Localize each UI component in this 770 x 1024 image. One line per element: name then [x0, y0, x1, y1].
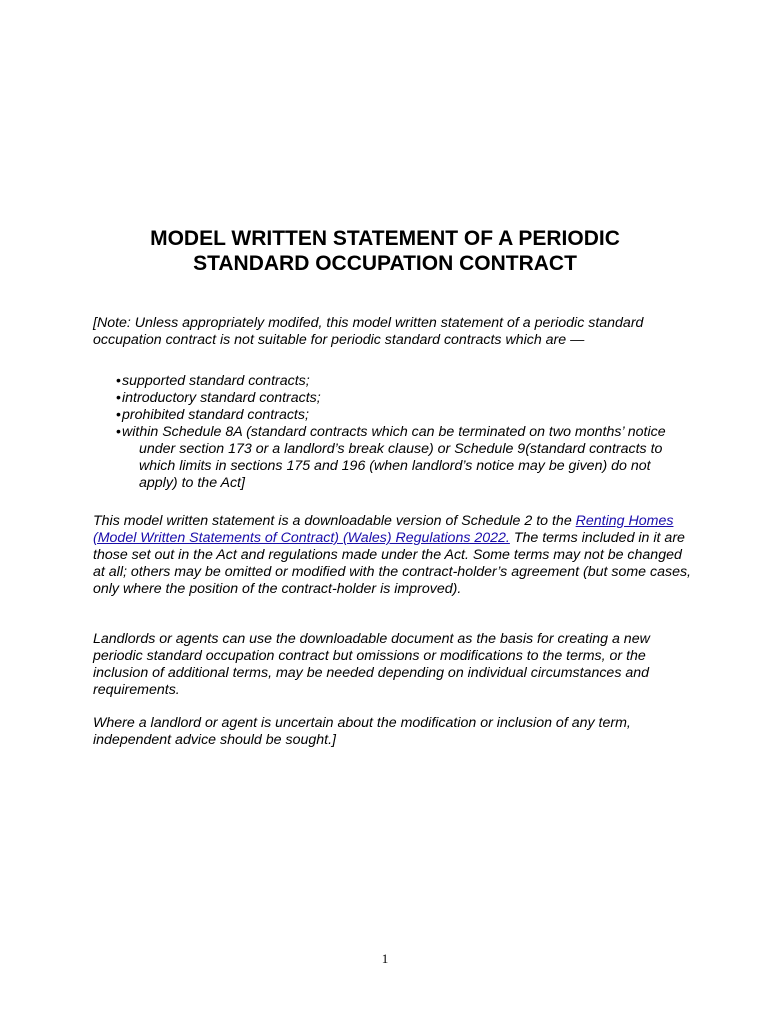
list-item-text: supported standard contracts; [122, 373, 310, 389]
paragraph-landlords: Landlords or agents can use the downloadable document as the basis for creating a new periodic standard occupation contract but omissions or modifications to the terms, or the inclusion of additional terms, may be needed depending on individual circumstances and requirements. [93, 631, 650, 698]
list-item-text: within Schedule 8A (standard contracts which can be terminated on two months’ notice under section 173 or a landlord’s break clause) or Schedule 9(standard contracts to which limits in sections 175 and 196 (when landlord’s notice may be given) do not apply) to the Act] [122, 424, 666, 491]
regulations-link[interactable]: Renting Homes (Model Written Statements of Contract) (Wales) Regulations 2022. [93, 513, 674, 546]
list-item-text: prohibited standard contracts; [122, 407, 309, 423]
page-number: 1 [381, 951, 389, 966]
paragraph-text: This model written statement is a downloadable version of Schedule 2 to the [93, 513, 576, 529]
title-line-1: MODEL WRITTEN STATEMENT OF A PERIODIC [150, 227, 620, 250]
excluded-contracts-list [116, 373, 686, 492]
page-title [80, 226, 690, 276]
bullet-icon: • [116, 407, 121, 423]
bullet-icon: • [116, 390, 121, 406]
bullet-icon: • [116, 424, 121, 440]
paragraph-advice: Where a landlord or agent is uncertain about the modification or inclusion of any term, independent advice should be sought.] [93, 715, 631, 748]
paragraph-text: The terms included in it are those set out in the Act and regulations made under the Act. Some terms may not be changed at all; others may be omitted or modified with the contract-holder’s agreement (but some cases, only where the position of the contract-holder is improved). [93, 530, 692, 597]
list-item [116, 424, 686, 492]
paragraph-download-info [93, 513, 693, 598]
note-intro: [Note: Unless appropriately modifed, this model written statement of a periodic standard occupation contract is not suitable for periodic standard contracts which are — [93, 315, 644, 348]
title-line-2: STANDARD OCCUPATION CONTRACT [193, 252, 577, 275]
list-item [116, 407, 686, 424]
list-item [116, 373, 686, 390]
bullet-icon: • [116, 373, 121, 389]
list-item [116, 390, 686, 407]
list-item-text: introductory standard contracts; [122, 390, 321, 406]
